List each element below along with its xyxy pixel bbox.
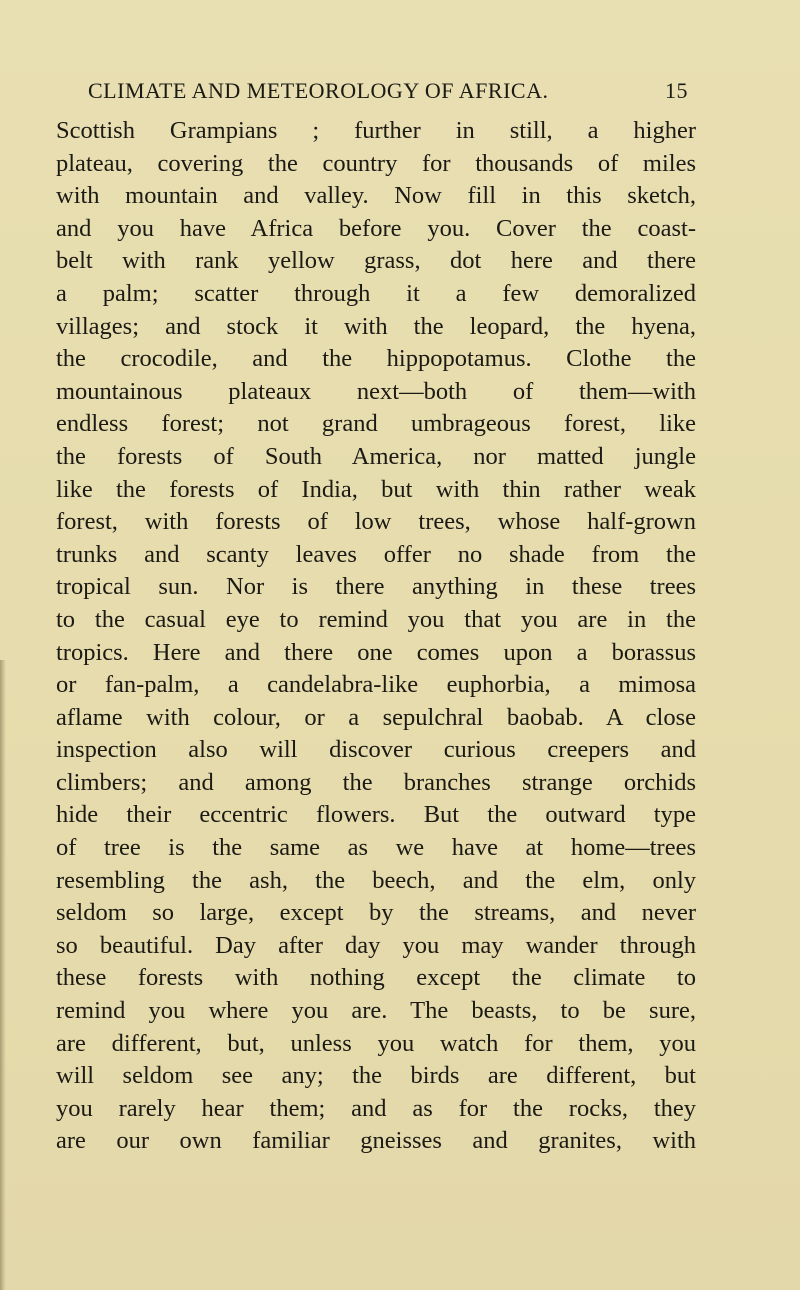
text-line: or fan-palm, a candelabra-like euphorbia, a mimosa xyxy=(56,671,696,699)
text-line: plateau, covering the country for thousands of miles xyxy=(56,149,696,177)
text-line: trunks and scanty leaves offer no shade from the xyxy=(56,540,696,568)
text-line: and you have Africa before you. Cover the coast- xyxy=(56,214,696,242)
text-line: the crocodile, and the hippopotamus. Clothe the xyxy=(56,345,696,373)
text-line: are different, but, unless you watch for them, you xyxy=(56,1029,696,1057)
text-line: climbers; and among the branches strange orchids xyxy=(56,768,696,796)
page-edge-shadow xyxy=(0,660,6,1290)
text-line: tropical sun. Nor is there anything in these trees xyxy=(56,573,696,601)
text-line: Scottish Grampians ; further in still, a higher xyxy=(56,117,696,144)
text-line: of tree is the same as we have at home—trees xyxy=(56,834,696,862)
text-line: villages; and stock it with the leopard, the hyena, xyxy=(56,312,696,340)
text-line: will seldom see any; the birds are different, but xyxy=(56,1062,696,1090)
text-line: a palm; scatter through it a few demoralized xyxy=(56,279,696,307)
text-line: resembling the ash, the beech, and the elm, only xyxy=(56,866,696,894)
chapter-title: CLIMATE AND METEOROLOGY OF AFRICA. xyxy=(88,78,549,103)
text-line: inspection also will discover curious creepers and xyxy=(56,736,696,764)
text-line: you rarely hear them; and as for the rocks, they xyxy=(56,1094,696,1122)
text-line: aflame with colour, or a sepulchral baobab. A close xyxy=(56,703,696,731)
body-text xyxy=(56,115,696,1158)
page-number: 15 xyxy=(665,78,688,103)
text-line: belt with rank yellow grass, dot here and there xyxy=(56,247,696,275)
text-line: mountainous plateaux next—both of them—with xyxy=(56,377,696,405)
text-line: to the casual eye to remind you that you are in the xyxy=(56,605,696,633)
text-line: forest, with forests of low trees, whose half-grown xyxy=(56,508,696,536)
text-line: so beautiful. Day after day you may wander through xyxy=(56,931,696,959)
text-line: are our own familiar gneisses and granites, with xyxy=(56,1127,696,1155)
text-line: these forests with nothing except the climate to xyxy=(56,964,696,992)
text-line: with mountain and valley. Now fill in this sketch, xyxy=(56,182,696,210)
text-line: remind you where you are. The beasts, to be sure, xyxy=(56,997,696,1025)
text-line: hide their eccentric flowers. But the outward type xyxy=(56,801,696,829)
text-line: seldom so large, except by the streams, and never xyxy=(56,899,696,927)
text-line: endless forest; not grand umbrageous forest, like xyxy=(56,410,696,438)
text-line: the forests of South America, nor matted jungle xyxy=(56,442,696,470)
running-head xyxy=(88,78,688,112)
text-line: tropics. Here and there one comes upon a borassus xyxy=(56,638,696,666)
text-line: like the forests of India, but with thin rather weak xyxy=(56,475,696,503)
